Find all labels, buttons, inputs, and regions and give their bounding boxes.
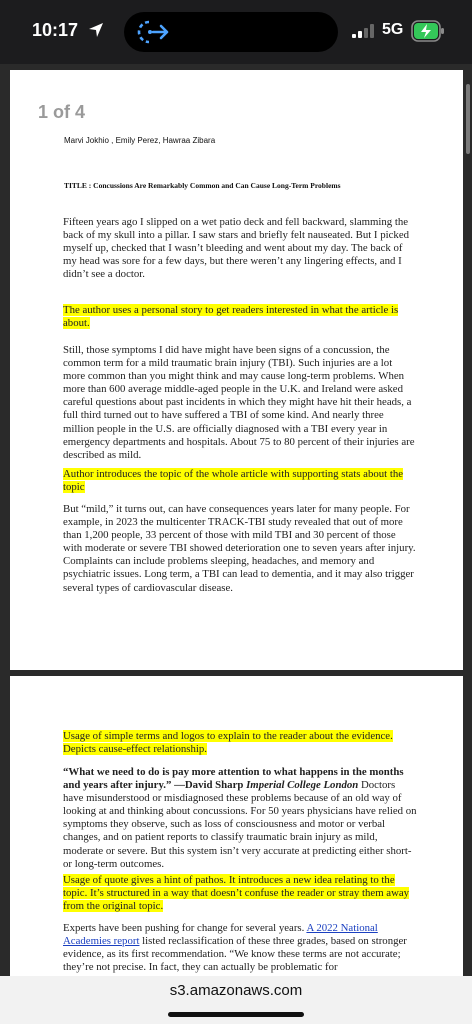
quote-text: “What we need to do is pay more attention to what happens in the months and years after injury.” [63,766,404,792]
quote-attribution: —David Sharp [174,779,244,792]
network-type: 5G [382,21,404,38]
url-domain[interactable]: s3.amazonaws.com [169,982,303,999]
scrollbar[interactable] [466,84,470,154]
highlighted-annotation: Author introduces the topic of the whole article with supporting stats about the topic [63,468,404,494]
highlighted-annotation: Usage of simple terms and logos to explain to the reader about the evidence. Depicts cause-effect relationship. [63,730,393,756]
pdf-page-2 [10,676,463,976]
body-paragraph: Doctors have misunderstood or misdiagnosed these problems because of an old way of looking at and thinking about concussions. For 50 years physicians have relied on symptoms they observe, such as loss of consciousness and motor or verbal changes, and on patient reports to classify traumatic brain injury as mild, moderate or severe. But this system isn’t very accurate at predicting either short- or long-term outcomes. [63,779,417,870]
national-academies-report-link[interactable]: A 2022 National Academies report [63,922,378,948]
body-paragraph: Experts have been pushing for change for several years. A 2022 National Academies report listed reclassification of these three grades, based on stronger evidence, as its first recommendation. “We know these terms are not accurate; they’re not precise. In fact, they can actually be problematic for [63,922,407,974]
browser-url-bar[interactable] [0,976,472,1024]
body-paragraph: But “mild,” it turns out, can have consequences years later for many people. For example, in 2023 the multicenter TRACK-TBI study revealed that out of more than 1,200 people, 33 percent of those with mild TBI and 30 percent of those with moderate or severe TBI showed deterioration one to seven years after injury. Complaints can include problems sleeping, headaches, and memory and psychiatric issues. Long term, a TBI can lead to dementia, and it may also trigger several types of cardiovascular disease. [63,503,416,594]
annotation-note [63,730,417,756]
battery-charging-icon [411,20,445,42]
screen-share-icon [136,18,170,46]
body-paragraph: Fifteen years ago I slipped on a wet patio deck and fell backward, slamming the back of my skull into a pillar. I saw stars and briefly felt nauseated. But I picked myself up, checked that I wasn’t bleeding and went about my day. The back of my head was sore for a few days, but there weren’t any lingering effects, and I didn’t see a doctor. [63,216,410,281]
highlighted-annotation: The author uses a personal story to get readers interested in what the article is about. [63,304,399,330]
pull-quote [63,766,417,871]
annotation-note [63,304,417,330]
page-indicator: 1 of 4 [38,102,86,122]
status-bar [0,0,472,64]
clock-time: 10:17 [32,20,79,40]
annotation-note [63,468,417,494]
pdf-page-1 [10,70,463,670]
cellular-signal-icon [352,24,374,38]
document-authors: Marvi Jokhio , Emily Perez, Hawraa Zibara [64,136,216,145]
dynamic-island[interactable] [124,12,338,52]
quote-organization: Imperial College London [246,779,359,792]
document-title: TITLE : Concussions Are Remarkably Common and Can Cause Long-Term Problems [64,181,341,190]
home-indicator[interactable] [168,1012,304,1017]
body-paragraph: Still, those symptoms I did have might have been signs of a concussion, the common term for a mild traumatic brain injury (TBI). Such injuries are a lot more common than you might think and may cause long-term problems. When more than 600 average middle-aged people in the U.K. and Ireland were asked careful questions about past incidents in which they might have hit their heads, a full third turned out to have suffered a TBI of some kind. And nearly three million people in the U.S. are officially diagnosed with a TBI every year in emergency departments and hospitals. About 75 to 80 percent of their injuries are described as mild. [63,344,415,461]
annotation-note [63,874,417,913]
highlighted-annotation: Usage of quote gives a hint of pathos. It introduces a new idea relating to the topic. It’s structured in a way that doesn’t confuse the reader or stray them away from the original topic. [63,874,410,913]
location-arrow-icon [88,22,104,38]
pdf-viewer[interactable] [0,64,472,976]
